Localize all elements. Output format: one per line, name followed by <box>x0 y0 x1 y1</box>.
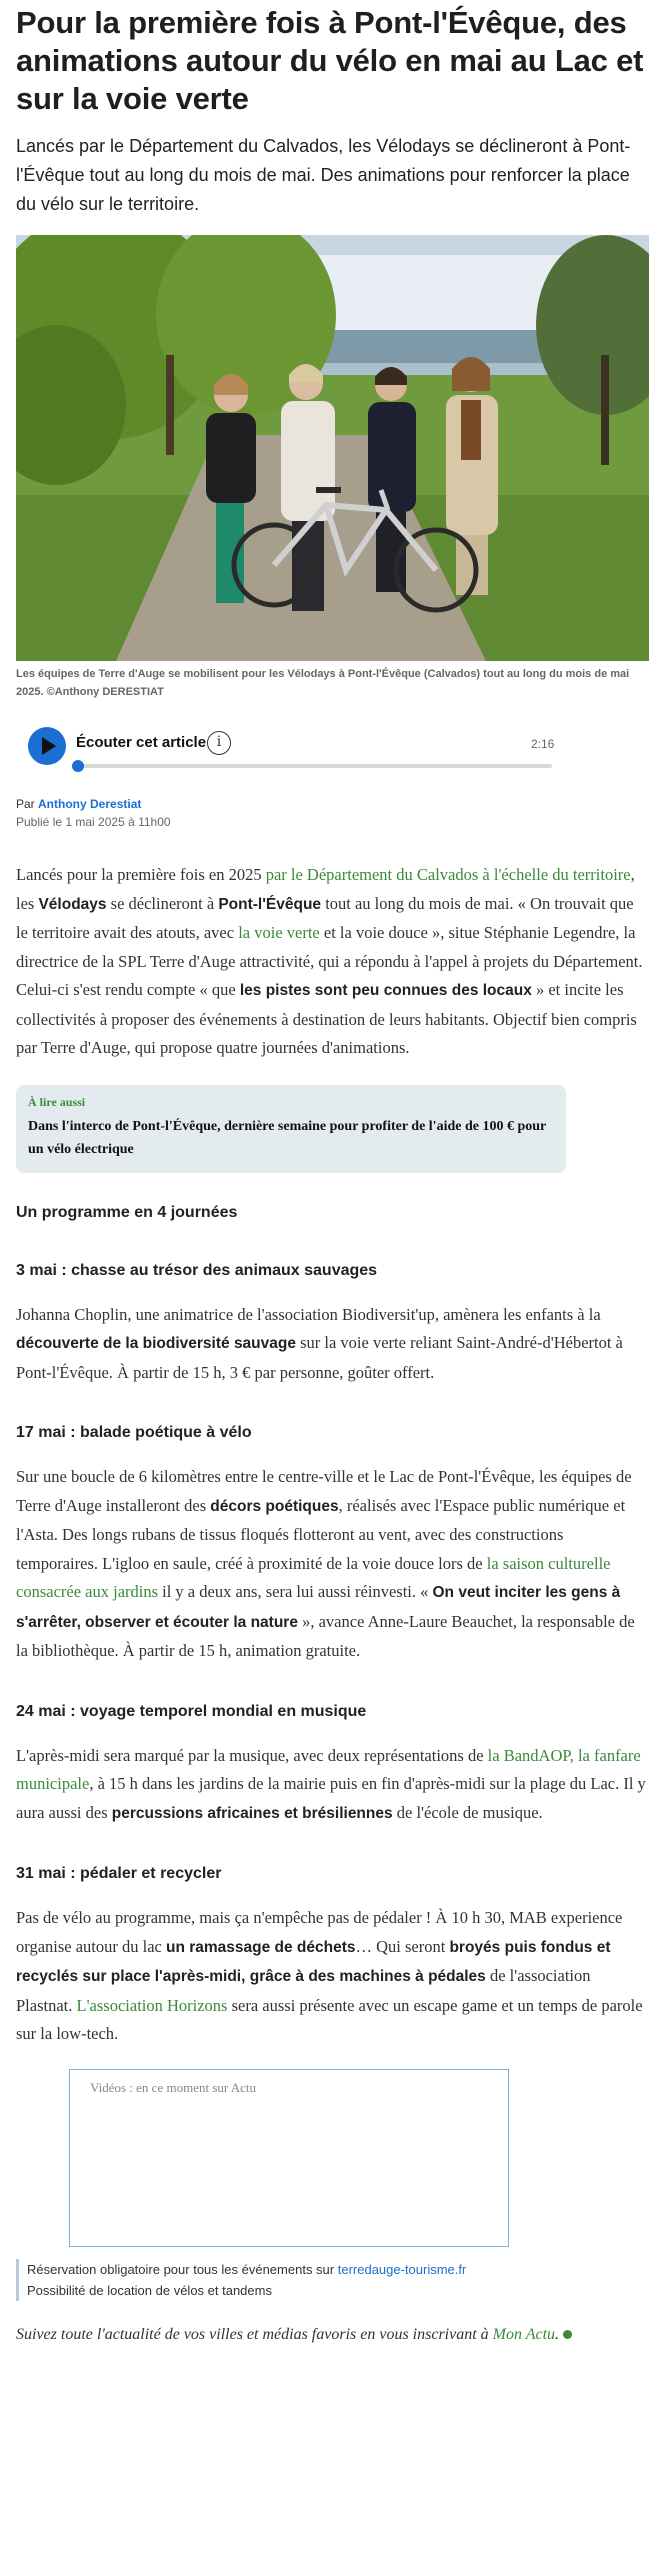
text: L'après-midi sera marqué par la musique, avec deux représentations de <box>16 1745 488 1765</box>
bold-text: Vélodays <box>38 895 107 913</box>
bold-text: découverte de la biodiversité sauvage <box>16 1335 296 1352</box>
video-label: Vidéos : en ce moment sur Actu <box>90 2079 257 2095</box>
reservation-note <box>16 2259 649 2301</box>
day3-paragraph <box>16 1742 649 1829</box>
text: Johanna Choplin, une animatrice de l'association Biodiversit'up, amènera les enfants à la <box>16 1304 601 1324</box>
info-icon[interactable]: i <box>207 731 231 755</box>
text: de l'école de musique. <box>392 1802 543 1822</box>
read-also-kicker: À lire aussi <box>28 1094 86 1109</box>
bandaop-link[interactable]: la BandAOP, la fanfare municipale <box>16 1745 641 1793</box>
photo-illustration <box>16 235 649 661</box>
audio-label: Écouter cet article <box>76 734 207 751</box>
day2-paragraph <box>16 1463 649 1666</box>
mon-actu-link[interactable]: Mon Actu <box>492 2325 556 2343</box>
day1-heading: 3 mai : chasse au trésor des animaux sauvages <box>16 1261 378 1279</box>
follow-cta <box>16 2321 649 2349</box>
bold-text: Pont-l'Évêque <box>218 895 322 913</box>
bold-text: les pistes sont peu connues des locaux <box>239 982 532 999</box>
text: et la voie douce », situe Stéphanie Legendre, la directrice de la SPL Terre d'Auge attractivité, qui a répondu à l'appel à projets du Département. Celui-ci s'est rendu compte « que <box>16 923 643 999</box>
play-icon[interactable] <box>28 727 66 765</box>
text: sur la voie verte reliant Saint-André-d'Hébertot à Pont-l'Évêque. À partir de 15 h, 3 € par personne, goûter offert. <box>16 1333 623 1382</box>
byline <box>16 795 649 813</box>
article-photo[interactable] <box>16 235 649 661</box>
text: Réservation obligatoire pour tous les événements sur <box>27 2261 338 2277</box>
voie-verte-link[interactable]: la voie verte <box>238 923 320 942</box>
day1-paragraph <box>16 1301 649 1388</box>
text: , réalisés avec l'Espace public numérique et l'Asta. Des longs rubans de tissus floqués flotteront au vent, avec des constructions temporaires. L'igloo en saule, créé à proximité de la voie douce lors de <box>16 1495 626 1573</box>
tourism-link[interactable]: terredauge-tourisme.fr <box>337 2261 467 2277</box>
audio-progress-track[interactable] <box>74 764 552 768</box>
audio-player <box>16 721 649 781</box>
bold-text: un ramassage de déchets <box>165 1938 356 1956</box>
text: . <box>555 2325 560 2343</box>
article-lead: Lancés par le Département du Calvados, les Vélodays se déclineront à Pont-l'Évêque tout au long du mois de mai. Des animations pour renforcer la place du vélo sur le territoire. <box>16 136 631 214</box>
text: se déclineront à <box>106 893 219 913</box>
video-player[interactable] <box>69 2069 509 2247</box>
day4-heading: 31 mai : pédaler et recycler <box>16 1865 222 1882</box>
photo-caption: Les équipes de Terre d'Auge se mobilisent pour les Vélodays à Pont-l'Évêque (Calvados) tout au long du mois de mai 2025. ©Anthony DERESTIAT <box>16 668 630 698</box>
day2-heading: 17 mai : balade poétique à vélo <box>16 1424 252 1441</box>
bold-text: On veut inciter les gens à s'arrêter, observer et écouter la nature <box>16 1584 621 1631</box>
text: Suivez toute l'actualité de vos villes et médias favoris en vous inscrivant à <box>16 2325 493 2343</box>
text: … Qui seront <box>355 1936 450 1956</box>
text: , à 15 h dans les jardins de la mairie puis en fin d'après-midi sur la plage du Lac. Il y aura aussi des <box>16 1774 646 1822</box>
text: » et incite les collectivités à proposer des événements à destination de leurs habitants. Objectif bien compris par Terre d'Auge, qui propose quatre journées d'animations. <box>16 980 637 1057</box>
text: Lancés pour la première fois en 2025 <box>16 865 266 884</box>
text: sera aussi présente avec un escape game et un temps de parole sur la low-tech. <box>16 1995 643 2043</box>
bold-text: broyés puis fondus et recyclés sur place l'après-midi, grâce à des machines à pédales <box>16 1938 611 1985</box>
text: », avance Anne-Laure Beauchet, la responsable de la bibliothèque. À partir de 15 h, animation gratuite. <box>16 1611 635 1660</box>
author-link[interactable]: Anthony Derestiat <box>38 797 142 811</box>
text: il y a deux ans, sera lui aussi réinvesti. « <box>158 1582 433 1601</box>
article-title: Pour la première fois à Pont-l'Évêque, des animations autour du vélo en mai au Lac et sur la voie verte <box>16 5 644 116</box>
horizons-link[interactable]: L'association Horizons <box>76 1995 228 2015</box>
audio-progress-handle[interactable] <box>72 760 84 772</box>
text: , les <box>16 865 635 913</box>
byline-prefix: Par <box>16 797 39 811</box>
text: Sur une boucle de 6 kilomètres entre le centre-ville et le Lac de Pont-l'Évêque, les équipes de Terre d'Auge installeront des <box>16 1467 632 1515</box>
program-heading: Un programme en 4 journées <box>16 1203 238 1221</box>
text: de l'association Plastnat. <box>16 1966 591 2015</box>
publish-date: Publié le 1 mai 2025 à 11h00 <box>16 815 171 829</box>
departement-link[interactable]: par le Département du Calvados à l'échelle du territoire <box>265 865 631 884</box>
text: tout au long du mois de mai. « On trouvait que le territoire avait des atouts, avec <box>16 893 634 942</box>
green-dot-icon <box>563 2330 572 2339</box>
read-also-link[interactable]: Dans l'interco de Pont-l'Évêque, dernière semaine pour profiter de l'aide de 100 € pour un vélo électrique <box>28 1118 546 1157</box>
reservation-line <box>27 2259 649 2280</box>
day4-paragraph <box>16 1904 649 2049</box>
saison-culturelle-link[interactable]: la saison culturelle consacrée aux jardins <box>16 1553 611 1601</box>
bold-text: décors poétiques <box>210 1497 339 1515</box>
text: Pas de vélo au programme, mais ça n'empêche pas de pédaler ! À 10 h 30, MAB experience organise autour du lac <box>16 1908 623 1956</box>
read-also-box[interactable] <box>16 1085 566 1173</box>
day3-heading: 24 mai : voyage temporel mondial en musique <box>16 1702 367 1720</box>
rental-line: Possibilité de location de vélos et tandems <box>27 2282 272 2298</box>
intro-paragraph <box>16 861 649 1063</box>
article-body <box>16 861 649 2049</box>
audio-duration: 2:16 <box>531 737 555 751</box>
bold-text: percussions africaines et brésiliennes <box>111 1804 393 1822</box>
